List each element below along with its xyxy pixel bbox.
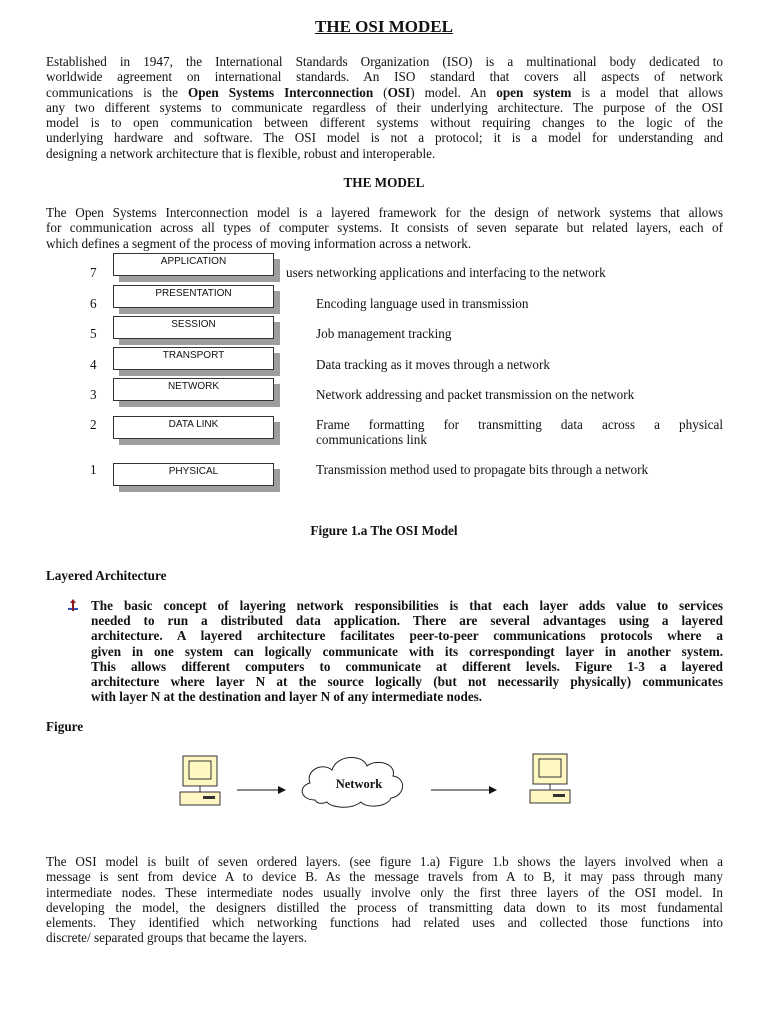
layer-box-transport: TRANSPORT [113, 347, 274, 370]
figure-label: Figure [46, 719, 84, 734]
layer-description: Network addressing and packet transmission on the network [316, 387, 635, 402]
closing-line: elements. They identified which networking functions had related uses and collected those functions into [46, 915, 723, 931]
layer-description-line: Frame formatting for transmitting data across a physical [316, 417, 723, 432]
layered-architecture-heading: Layered Architecture [46, 568, 167, 583]
bullet-line: The basic concept of layering network responsibilities is that each layer adds value to services [91, 598, 723, 613]
layer-number: 2 [90, 417, 97, 432]
layer-number: 3 [90, 387, 97, 402]
network-label: Network [335, 777, 383, 791]
osi-term: Open Systems Interconnection [187, 84, 374, 100]
layer-description-line: communications link [316, 432, 427, 448]
closing-line: message is sent from device A to device B. As the message travels from A to B, it may pass through many [46, 869, 723, 885]
layer-box-data-link: DATA LINK [113, 416, 274, 439]
intro-line: any two different systems to communicate regardless of their underlying architecture. The purpose of the OSI [46, 99, 723, 115]
intro-line [46, 85, 723, 100]
intro-line: underlying hardware and software. The OSI model is not a protocol; it is a model for understanding and [46, 130, 723, 146]
layer-description: users networking applications and interfacing to the network [286, 265, 606, 280]
layer-description: Data tracking as it moves through a network [316, 357, 551, 372]
layer-description: Job management tracking [316, 326, 452, 341]
bullet-arrow-icon [66, 598, 80, 612]
layer-box-physical: PHYSICAL [113, 463, 274, 486]
bullet-line: given in one system can logically communicate with its correspondingt layer in another system. [91, 643, 723, 659]
closing-line: discrete/ separated groups that became the layers. [46, 930, 308, 946]
intro-text: ) model. An [410, 84, 497, 100]
bullet-line: This allows different computers to communicate at different levels. Figure 1-3 a layered [91, 658, 723, 674]
closing-line: developing the model, the designers distilled the process of transmitting data down to its most fundamental [46, 899, 723, 915]
layer-description [316, 417, 723, 448]
network-figure [175, 748, 595, 818]
layer-number: 7 [90, 265, 97, 280]
layer-box-application: APPLICATION [113, 253, 274, 276]
layer-box-session: SESSION [113, 316, 274, 339]
computer-a-icon [180, 756, 220, 805]
bullet-line: needed to run a distributed data application. There are several advantages using a layered [91, 613, 723, 629]
intro-text: is a model that allows [571, 84, 723, 100]
layer-box-presentation: PRESENTATION [113, 285, 274, 308]
arrow-right-icon [237, 786, 286, 794]
layer-description: Encoding language used in transmission [316, 296, 529, 311]
intro-line: worldwide agreement on international standards. An ISO standard that covers all aspects of network [46, 69, 723, 85]
intro-line: designing a network architecture that is flexible, robust and interoperable. [46, 145, 436, 161]
intro-line: Established in 1947, the International Standards Organization (ISO) is a multinational body dedicated to [46, 54, 723, 69]
bullet-line: architecture where layer N at the source logically (but not necessarily physically) communicates [91, 674, 723, 690]
intro-text: communications is the [46, 84, 188, 100]
network-cloud-icon [302, 757, 402, 807]
figure-caption: Figure 1.a The OSI Model [310, 523, 458, 538]
layer-number: 6 [90, 296, 97, 311]
model-paragraph [46, 205, 723, 251]
model-line: which defines a segment of the process of moving information across a network. [46, 235, 472, 251]
bullet-line: architecture. A layered architecture facilitates peer-to-peer communications protocols where a [91, 628, 723, 644]
layer-box-network: NETWORK [113, 378, 274, 401]
intro-paragraph [46, 54, 723, 161]
bullet-paragraph [91, 598, 723, 704]
model-line: for communication across all types of computer systems. It consists of seven separate but related layers, each of [46, 220, 723, 236]
document-title: THE OSI MODEL [315, 17, 453, 36]
intro-text: ( [373, 84, 388, 100]
closing-line: intermediate nodes. These intermediate nodes usually involve only the first three layers of the OSI model. In [46, 884, 723, 900]
closing-paragraph [46, 854, 723, 946]
layer-number: 4 [90, 357, 97, 372]
closing-line: The OSI model is built of seven ordered layers. (see figure 1.a) Figure 1.b shows the layers involved when a [46, 854, 723, 869]
intro-line: model is to open communication between different systems without requiring changes to the logic of the [46, 115, 723, 131]
arrow-right-icon [431, 786, 497, 794]
layer-description: Transmission method used to propagate bits through a network [316, 462, 649, 477]
bullet-line: with layer N at the destination and layer N of any intermediate nodes. [91, 689, 483, 705]
osi-abbrev: OSI [387, 84, 411, 100]
computer-b-icon [530, 754, 570, 803]
layer-number: 5 [90, 326, 97, 341]
layer-number: 1 [90, 462, 97, 477]
open-system-term: open system [496, 84, 572, 100]
model-heading: THE MODEL [343, 175, 425, 190]
model-line: The Open Systems Interconnection model is a layered framework for the design of network systems that allows [46, 205, 723, 220]
